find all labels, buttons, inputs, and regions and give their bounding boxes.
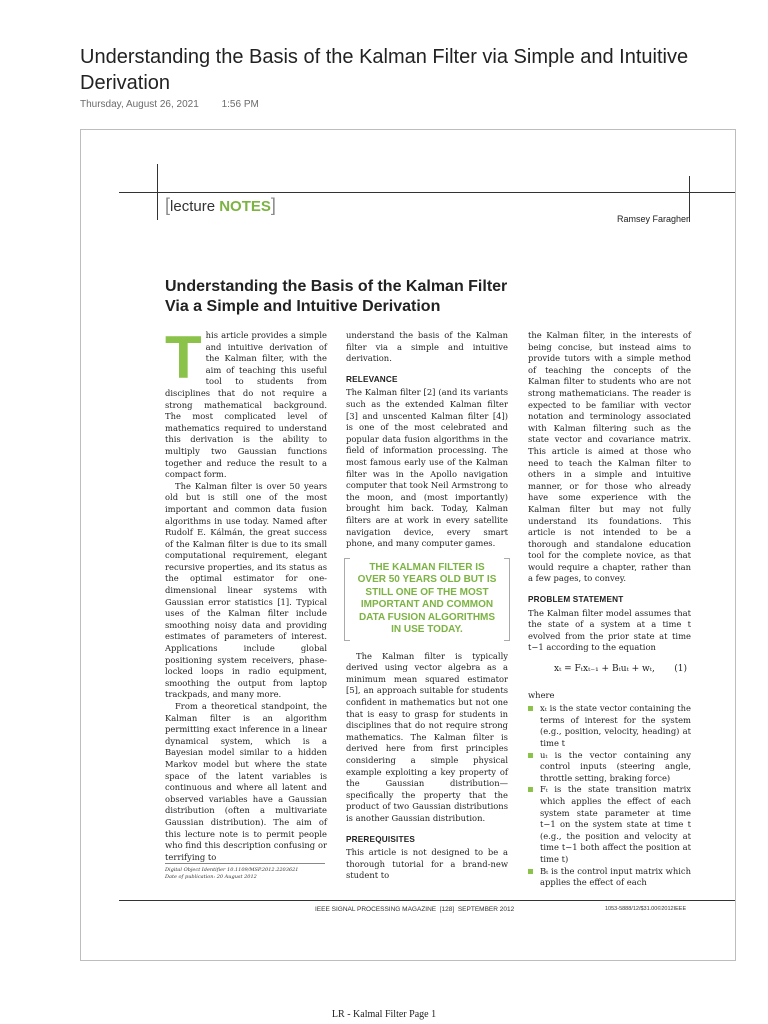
crop-mark-right <box>689 176 690 222</box>
note-title: Understanding the Basis of the Kalman Filter via Simple and Intuitive Derivation <box>80 46 689 94</box>
where-label: where <box>528 689 555 700</box>
heading-problem-statement: PROBLEM STATEMENT <box>528 595 624 605</box>
page-caption: LR - Kalmal Filter Page 1 <box>331 1009 437 1020</box>
definition-bullet: xₜ is the state vector containing the terms of interest for the system (e.g., position, velocity, heading) at time t <box>528 703 691 749</box>
definition-bullet: Bₜ is the control input matrix which applies the effect of each <box>528 866 691 889</box>
article-title: Understanding the Basis of the Kalman Filter Via a Simple and Intuitive Derivation <box>165 278 508 315</box>
heading-prerequisites: PREREQUISITES <box>346 834 416 844</box>
article-column-3: the Kalman filter, in the interests of being concise, but instead aims to provide tutors with a simple method of teaching the concepts of the Kalman filter to students who are not strong mathematicians. The reader is expected to be familiar with vector notation and terminology associated with Kalman filtering such as the state vector and covariance matrix. This article is aimed at those who need to teach the Kalman filter to others in a simple and intuitive manner, or for those who already have some experience with the Kalman filter but may not fully understand its foundations. This article is not intended to be a thorough and standalone education tool for the complete novice, as that would require a chapter, rather than a few pages, to convey. PROBLEM STATEMENT The Kalman filter model assumes that the state of a system at a time t evolved from the prior state at time t−1 according to the equation xₜ = Fₜxₜ₋₁ + Bₜuₜ + wₜ, (1) where xₜ is the state vector containing the terms of interest for the system (e.g., position, velocity, heading) at time t uₜ is the vector containing any control inputs (steering angle, throttle setting, braking force) Fₜ is the state transition matrix which applies the effect of each system state parameter at time t−1 on the system state at time t (e.g., the position and velocity at time t−1 both affect the position at time t) Bₜ is the control input matrix which applies the effect of each <box>528 330 691 888</box>
footer-code: 1053-5888/12/$31.00©2012IEEE <box>605 906 687 912</box>
equation-body: xₜ = Fₜxₜ₋₁ + Bₜuₜ + wₜ, <box>554 664 655 675</box>
article-column-2: understand the basis of the Kalman filter via a simple and intuitive derivation. RELEVANCE The Kalman filter [2] (and its variants such as the extended Kalman filter [3] and unscented Kalman filter [4]) is one of the most celebrated and popular data fusion algorithms in the field of information processing. The most famous early use of the Kalman filter was in the Apollo navigation computer that took Neil Armstrong to the moon, and (most importantly) brought him back. Today, Kalman filters are at work in every satellite navigation device, every smart phone, and many computer games. THE KALMAN FILTER IS OVER 50 YEARS OLD BUT IS STILL ONE OF THE MOST IMPORTANT AND COMMON DATA FUSION ALGORITHMS IN USE TODAY. The Kalman filter is typically derived using vector algebra as a minimum mean squared estimator [5], an approach suitable for students confident in mathematics but not one that is easy to grasp for students in disciplines that do not require strong mathematics. The Kalman filter is derived here from first principles considering a simple physical example exploiting a key property of the Gaussian distribution—specifically the property that the product of two Gaussian distributions is another Gaussian distribution. PREREQUISITES This article is not designed to be a thorough tutorial for a brand-new student to <box>346 330 508 881</box>
equation-1 <box>528 654 691 686</box>
lecture-notes-logo: [lecture NOTES] <box>165 195 276 215</box>
equation-number: (1) <box>674 664 687 675</box>
crop-mark-left <box>157 164 158 220</box>
pull-quote: THE KALMAN FILTER IS OVER 50 YEARS OLD BUT IS STILL ONE OF THE MOST IMPORTANT AND COMMON DATA FUSION ALGORITHMS IN USE TODAY. <box>346 558 508 641</box>
footer-magazine: IEEE SIGNAL PROCESSING MAGAZINE [128] SEPTEMBER 2012 <box>315 906 515 913</box>
heading-relevance: RELEVANCE <box>346 374 398 384</box>
note-date: Thursday, August 26, 2021 <box>80 99 199 110</box>
note-time: 1:56 PM <box>221 99 259 110</box>
definition-bullet: Fₜ is the state transition matrix which applies the effect of each system state parameter at time t−1 on the system state at time t (e.g., the position and velocity at time t−1 both affect the position at time t) <box>528 784 691 865</box>
embedded-article-page <box>80 129 736 961</box>
definition-bullet: uₜ is the vector containing any control inputs (steering angle, throttle setting, braking force) <box>528 750 691 785</box>
author-name: Ramsey Faragher <box>616 214 689 224</box>
article-column-1: This article provides a simple and intuitive derivation of the Kalman filter, with the aim of teaching this useful tool to students from disciplines that do not require a strong mathematical background. The most complicated level of mathematics required to understand this derivation is the ability to multiply two Gaussian functions together and reduce the result to a compact form. The Kalman filter is over 50 years old but is still one of the most important and common data fusion algorithms in use today. Named after Rudolf E. Kálmán, the great success of the Kalman filter is due to its small computational requirement, elegant recursive properties, and its status as the optimal estimator for one-dimensional linear systems with Gaussian error statistics [1]. Typical uses of the Kalman filter include smoothing noisy data and providing estimates of parameters of interest. Applications include global positioning system receivers, phase-locked loops in radio equipment, smoothing the output from laptop trackpads, and many more. From a theoretical standpoint, the Kalman filter is an algorithm permitting exact inference in a linear dynamical system, which is a Bayesian model similar to a hidden Markov model but where the state space of the latent variables is continuous and where all latent and observed variables have a Gaussian distribution (often a multivariate Gaussian distribution). The aim of this lecture note is to permit people who find this description confusing or terrifying to <box>165 324 327 862</box>
crop-mark-horizontal <box>119 192 735 193</box>
drop-cap: T <box>165 324 202 391</box>
footer-rule <box>119 900 735 901</box>
note-meta <box>80 99 279 110</box>
article-footnote: Digital Object Identifier 10.1109/MSP.2012.2203621 Date of publication: 20 August 2012 <box>165 863 325 881</box>
